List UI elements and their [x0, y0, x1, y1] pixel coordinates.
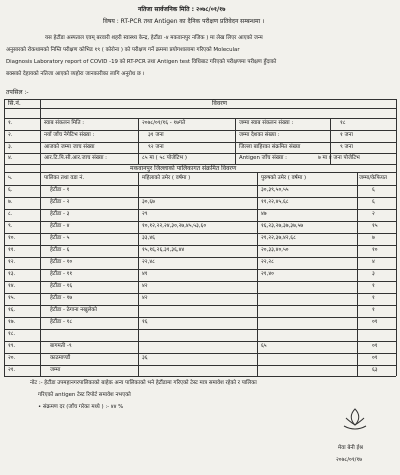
table-cell-male: २०,३३,४०,५० [261, 247, 289, 253]
summary-label: आर.टि.पि.सी.आर.जाच संख्या : [44, 155, 107, 161]
body-line: अनुसारको रोकथामको निम्ति परीक्षण कोभिड १९ ( कोरोना ) को परीक्षण गर्ने क्रममा प्रयोगशालामा गरिएको Molecular [6, 47, 240, 53]
note-line: नोट :- हेटौंडा उपमहानगरपालिकाको बाहेक अन्य पालिकाको भने हेटौंडामा गरिएको टेस्ट मात्र समावेश रहेको र पालिका [30, 380, 257, 386]
table-cell-palika: काठमाण्डौं [50, 355, 71, 361]
table-cell-palika: हेटौंडा - २ [50, 199, 70, 205]
table-cell-total: १ [372, 283, 375, 289]
head-total: जम्मा/केफियत [359, 175, 387, 181]
table-cell-sn: १३. [8, 271, 16, 277]
table-cell-palika: हेटौंडा - ११ [50, 271, 73, 277]
table-cell-sn: १०. [8, 235, 16, 241]
table-cell-total: ६ [372, 187, 375, 193]
table-cell-female: १०,१२,२२,२४,३०,२७,४५,५३,६० [142, 223, 207, 229]
head-male: पुरुषको उमेर ( वर्षमा ) [261, 175, 307, 181]
table-cell-male: २१,२२,३७,४२,६८ [261, 235, 296, 241]
table-cell-palika: बागमती -९ [50, 343, 72, 349]
summary-label: Antigen जाँच संख्या : [239, 155, 287, 161]
table-title: तपसिल :- [6, 89, 29, 96]
table-cell-total: १ [372, 295, 375, 301]
table-cell-female: ४२ [142, 283, 148, 289]
summary-value: १ जना [340, 132, 353, 138]
table-cell-female: १६ [142, 319, 148, 325]
summary-label: स्वाब संकलन मिति : [44, 120, 85, 126]
column-sn: सि.नं. [8, 100, 21, 107]
signature-name: मेवा बेनी ईश्र [338, 445, 363, 451]
summary-sn: १. [8, 120, 13, 126]
table-cell-female: ३३,४६ [142, 235, 155, 241]
table-cell-male: २१,४० [261, 271, 274, 277]
table-cell-palika: हेटौंडा - ५ [50, 235, 70, 241]
column-detail: विवरण [212, 100, 228, 107]
table-cell-sn: ७. [8, 199, 13, 205]
table-cell-total: ३ [372, 271, 375, 277]
summary-label: जिल्ला बाहिरका संक्रमित संख्या [239, 144, 301, 150]
summary-sn: २. [8, 132, 13, 138]
table-cell-palika: हेटौंडा - ६ [50, 247, 70, 253]
summary-value: १८ [340, 120, 346, 126]
summary-value: २०७८/०१/१६ - १७गते [142, 120, 186, 126]
head-female: महिलाको उमेर ( वर्षमा ) [142, 175, 191, 181]
table-cell-palika: हेटौंडा - १८ [50, 319, 73, 325]
table-cell-male: ११,२२,४५,६८ [261, 199, 289, 205]
document-title: नतिजा सार्वजनिक मिति : २०७८/०१/१७ [138, 6, 226, 13]
table-cell-palika: हेटौंडा - ३ [50, 211, 70, 217]
table-cell-total: १ [372, 307, 375, 313]
table-cell-male: ६५ [261, 343, 267, 349]
district-heading: मकवानपुर जिल्लाको पालिकागत संक्रमित विवरण [130, 165, 237, 172]
table-cell-total: ०१ [372, 343, 378, 349]
table-cell-total: ०१ [372, 355, 378, 361]
table-cell-sn: १२. [8, 259, 16, 265]
note-line: गरिएको antigen टेस्ट रिपोर्ट समावेश नभएको [38, 392, 131, 398]
table-cell-palika: हेटौंडा - ४ [50, 223, 70, 229]
summary-label: जम्मा देशका संख्या : [239, 132, 280, 138]
table-cell-female: ३६ [142, 355, 148, 361]
summary-sn: ३. [8, 144, 13, 150]
summary-label: आजको जम्मा जाच संख्या [44, 144, 95, 150]
table-cell-sn: १५. [8, 295, 16, 301]
table-cell-total: ६ [372, 199, 375, 205]
table-cell-palika: हेटौंडा - १७ [50, 295, 73, 301]
body-line: बक्सको देहायको नतिजा आएको व्यहोरा जानकारीका लागि अनुरोध छ । [6, 71, 145, 77]
table-cell-sn: १९. [8, 343, 16, 349]
table-cell-sn: १७. [8, 319, 16, 325]
table-cell-total: ७ [372, 235, 375, 241]
summary-value: ८५ मा ( ५८ पोजेटिभ ) [142, 155, 187, 161]
head-palika: पालिका तथा वडा नं. [44, 175, 85, 181]
table-cell-sn: ६. [8, 187, 13, 193]
table-cell-male: ३०,३९,५०,५५ [261, 187, 289, 193]
table-cell-sn: ८. [8, 211, 13, 217]
table-cell-palika: जम्मा [50, 367, 61, 373]
body-line: Diagnosis Laboratory report of COVID -19 को RT-PCR तथा Antigen test विधिबाट गरिएको परीक्षणमा परीक्षण हुँदाको [6, 59, 277, 65]
stamp-emblem [340, 406, 370, 432]
table-cell-palika: हेटौंडा - १६ [50, 283, 73, 289]
table-cell-palika: हेटौंडा - १० [50, 259, 73, 265]
table-cell-sn: १६. [8, 307, 16, 313]
summary-label: नयाँ जाँच नेगेटिभ संख्या : [44, 132, 95, 138]
summary-value: ९२ जना [148, 144, 164, 150]
table-cell-female: ४१ [142, 271, 148, 277]
table-cell-sn: ११. [8, 247, 16, 253]
summary-value: ७ मा ४ जना पोजेटिभ [318, 155, 360, 161]
summary-sn: ४. [8, 155, 13, 161]
table-cell-total: १० [372, 247, 378, 253]
table-cell-palika: हेटौंडा - १ [50, 187, 70, 193]
table-cell-total: ४ [372, 259, 375, 265]
table-cell-female: ४२ [142, 295, 148, 301]
summary-value: ९ जना [340, 144, 353, 150]
table-cell-total: ६३ [372, 367, 378, 373]
signature-date: २०७८/०१/१७ [336, 457, 363, 463]
summary-value: ३१ जना [148, 132, 164, 138]
document-subject: विषय : RT-PCR तथा Antigen का दैनिक परीक्षण प्रतिवेदन सम्बन्धमा । [103, 18, 265, 25]
table-cell-palika: हेटौंडा - ठेगाना नखुलेको [50, 307, 97, 313]
table-cell-female: ३०,६७ [142, 199, 155, 205]
table-cell-sn: १४. [8, 283, 16, 289]
table-cell-sn: २०. [8, 355, 16, 361]
table-cell-sn: ९. [8, 223, 13, 229]
head-sn: ५. [8, 175, 13, 181]
table-cell-male: २२,२८ [261, 259, 274, 265]
table-cell-sn: २१. [8, 367, 16, 373]
table-cell-total: ०१ [372, 319, 378, 325]
table-cell-male: ४७ [261, 211, 267, 217]
table-cell-female: २२,४८ [142, 259, 155, 265]
table-cell-male: १६,२३,२७,३७,३७,५७ [261, 223, 304, 229]
table-cell-sn: १८. [8, 331, 16, 337]
table-cell-female: २९ [142, 211, 148, 217]
body-line: यस हेटौंडा अस्पताल एवम् बरवारी शहरी स्वास्थ्य केन्द्र, हेटौंडा -४ मकवानपुर नजिक ) मा लेख लिएर आएको जन्म [45, 35, 263, 41]
summary-label: जम्मा स्वाब संकलन संख्या : [239, 120, 294, 126]
infection-rate: • संक्रमण दर (जाँच गरेका मध्ये ) :- ४४ % [38, 404, 124, 410]
table-cell-female: १५,१६,२६,३१,३६,४४ [142, 247, 185, 253]
table-cell-total: १५ [372, 223, 378, 229]
table-cell-total: २ [372, 211, 375, 217]
